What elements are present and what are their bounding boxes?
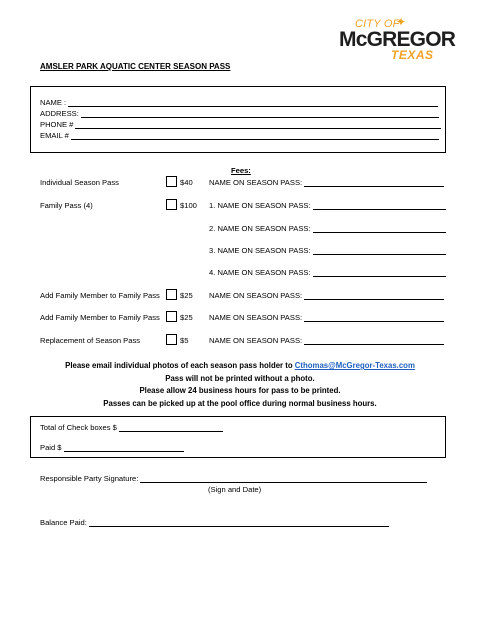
pass-name-row bbox=[209, 336, 444, 345]
phone-label: PHONE # bbox=[40, 120, 74, 129]
address-row bbox=[40, 109, 439, 118]
email-field[interactable] bbox=[71, 132, 439, 140]
signature-label: Responsible Party Signature: bbox=[40, 474, 139, 483]
instruction-line-2: Pass will not be printed without a photo. bbox=[165, 373, 315, 383]
totals-box bbox=[30, 416, 446, 458]
fee-row bbox=[40, 176, 460, 188]
paid-field[interactable] bbox=[64, 444, 184, 452]
pass-name-row bbox=[209, 201, 446, 210]
fee-price: $40 bbox=[180, 178, 193, 187]
logo-state: TEXAS bbox=[391, 48, 434, 62]
fee-row bbox=[40, 311, 460, 323]
pass-name-label: NAME ON SEASON PASS: bbox=[209, 291, 303, 300]
pass-name-field[interactable] bbox=[313, 202, 446, 210]
pass-name-field[interactable] bbox=[304, 179, 444, 187]
total-row bbox=[40, 423, 223, 432]
pass-name-row bbox=[209, 313, 444, 322]
pass-name-row bbox=[209, 224, 446, 233]
email-row bbox=[40, 131, 439, 140]
fee-row bbox=[40, 244, 460, 256]
fee-price: $25 bbox=[180, 291, 193, 300]
instruction-line-4: Passes can be picked up at the pool office during normal business hours. bbox=[103, 398, 377, 408]
pass-name-row bbox=[209, 291, 444, 300]
balance-label: Balance Paid: bbox=[40, 518, 87, 527]
contact-email-link[interactable]: Cthomas@McGregor-Texas.com bbox=[294, 361, 415, 370]
fee-label: Add Family Member to Family Pass bbox=[40, 291, 160, 300]
name-field[interactable] bbox=[68, 99, 438, 107]
pass-name-field[interactable] bbox=[313, 269, 446, 277]
fee-checkbox[interactable] bbox=[166, 289, 177, 300]
signature-hint: (Sign and Date) bbox=[208, 485, 262, 494]
fee-row bbox=[40, 334, 460, 346]
pass-name-label: 1. NAME ON SEASON PASS: bbox=[209, 201, 311, 210]
logo-main-text: McGREGOR bbox=[339, 28, 456, 51]
phone-row bbox=[40, 120, 441, 129]
fee-label: Family Pass (4) bbox=[40, 201, 93, 210]
instruction-email-prefix: Please email individual photos of each season pass holder to bbox=[65, 361, 295, 370]
mcgregor-logo bbox=[339, 15, 459, 62]
pass-name-label: 3. NAME ON SEASON PASS: bbox=[209, 246, 311, 255]
fee-checkbox[interactable] bbox=[166, 311, 177, 322]
total-label: Total of Check boxes $ bbox=[40, 423, 117, 432]
pass-name-label: NAME ON SEASON PASS: bbox=[209, 336, 303, 345]
fee-label: Add Family Member to Family Pass bbox=[40, 313, 160, 322]
fee-price: $25 bbox=[180, 313, 193, 322]
address-label: ADDRESS: bbox=[40, 109, 79, 118]
name-label: NAME : bbox=[40, 98, 67, 107]
total-field[interactable] bbox=[119, 424, 223, 432]
fee-checkbox[interactable] bbox=[166, 176, 177, 187]
logo-city-of: CITY OF bbox=[355, 18, 400, 30]
fee-row bbox=[40, 289, 460, 301]
pass-name-field[interactable] bbox=[304, 292, 444, 300]
paid-label: Paid $ bbox=[40, 443, 62, 452]
paid-row bbox=[40, 443, 184, 452]
fee-row bbox=[40, 266, 460, 278]
fee-price: $5 bbox=[180, 336, 189, 345]
pass-name-row bbox=[209, 178, 444, 187]
pass-name-field[interactable] bbox=[304, 314, 444, 322]
pass-name-label: 2. NAME ON SEASON PASS: bbox=[209, 224, 311, 233]
instruction-line-1 bbox=[0, 360, 480, 373]
balance-row bbox=[40, 518, 389, 527]
signature-field[interactable] bbox=[140, 475, 427, 483]
logo-star-icon: ✦ bbox=[396, 15, 407, 29]
pass-name-label: NAME ON SEASON PASS: bbox=[209, 313, 303, 322]
contact-info-box bbox=[30, 86, 446, 153]
fee-price: $100 bbox=[180, 201, 197, 210]
pass-name-row bbox=[209, 246, 446, 255]
name-row bbox=[40, 98, 438, 107]
email-label: EMAIL # bbox=[40, 131, 69, 140]
fee-checkbox[interactable] bbox=[166, 199, 177, 210]
fees-heading: Fees: bbox=[231, 166, 251, 175]
form-title: AMSLER PARK AQUATIC CENTER SEASON PASS bbox=[40, 62, 231, 71]
fee-checkbox[interactable] bbox=[166, 334, 177, 345]
pass-name-field[interactable] bbox=[313, 225, 446, 233]
fee-label: Individual Season Pass bbox=[40, 178, 119, 187]
pass-name-label: NAME ON SEASON PASS: bbox=[209, 178, 303, 187]
instructions-block bbox=[0, 360, 480, 410]
fee-row bbox=[40, 199, 460, 211]
fee-row bbox=[40, 222, 460, 234]
instruction-line-3: Please allow 24 business hours for pass to be printed. bbox=[139, 386, 341, 395]
pass-name-field[interactable] bbox=[304, 337, 444, 345]
pass-name-field[interactable] bbox=[313, 247, 446, 255]
pass-name-row bbox=[209, 268, 446, 277]
balance-field[interactable] bbox=[89, 519, 389, 527]
address-field[interactable] bbox=[81, 110, 439, 118]
signature-row bbox=[40, 474, 427, 483]
fee-label: Replacement of Season Pass bbox=[40, 336, 141, 345]
pass-name-label: 4. NAME ON SEASON PASS: bbox=[209, 268, 311, 277]
phone-field[interactable] bbox=[75, 121, 441, 129]
